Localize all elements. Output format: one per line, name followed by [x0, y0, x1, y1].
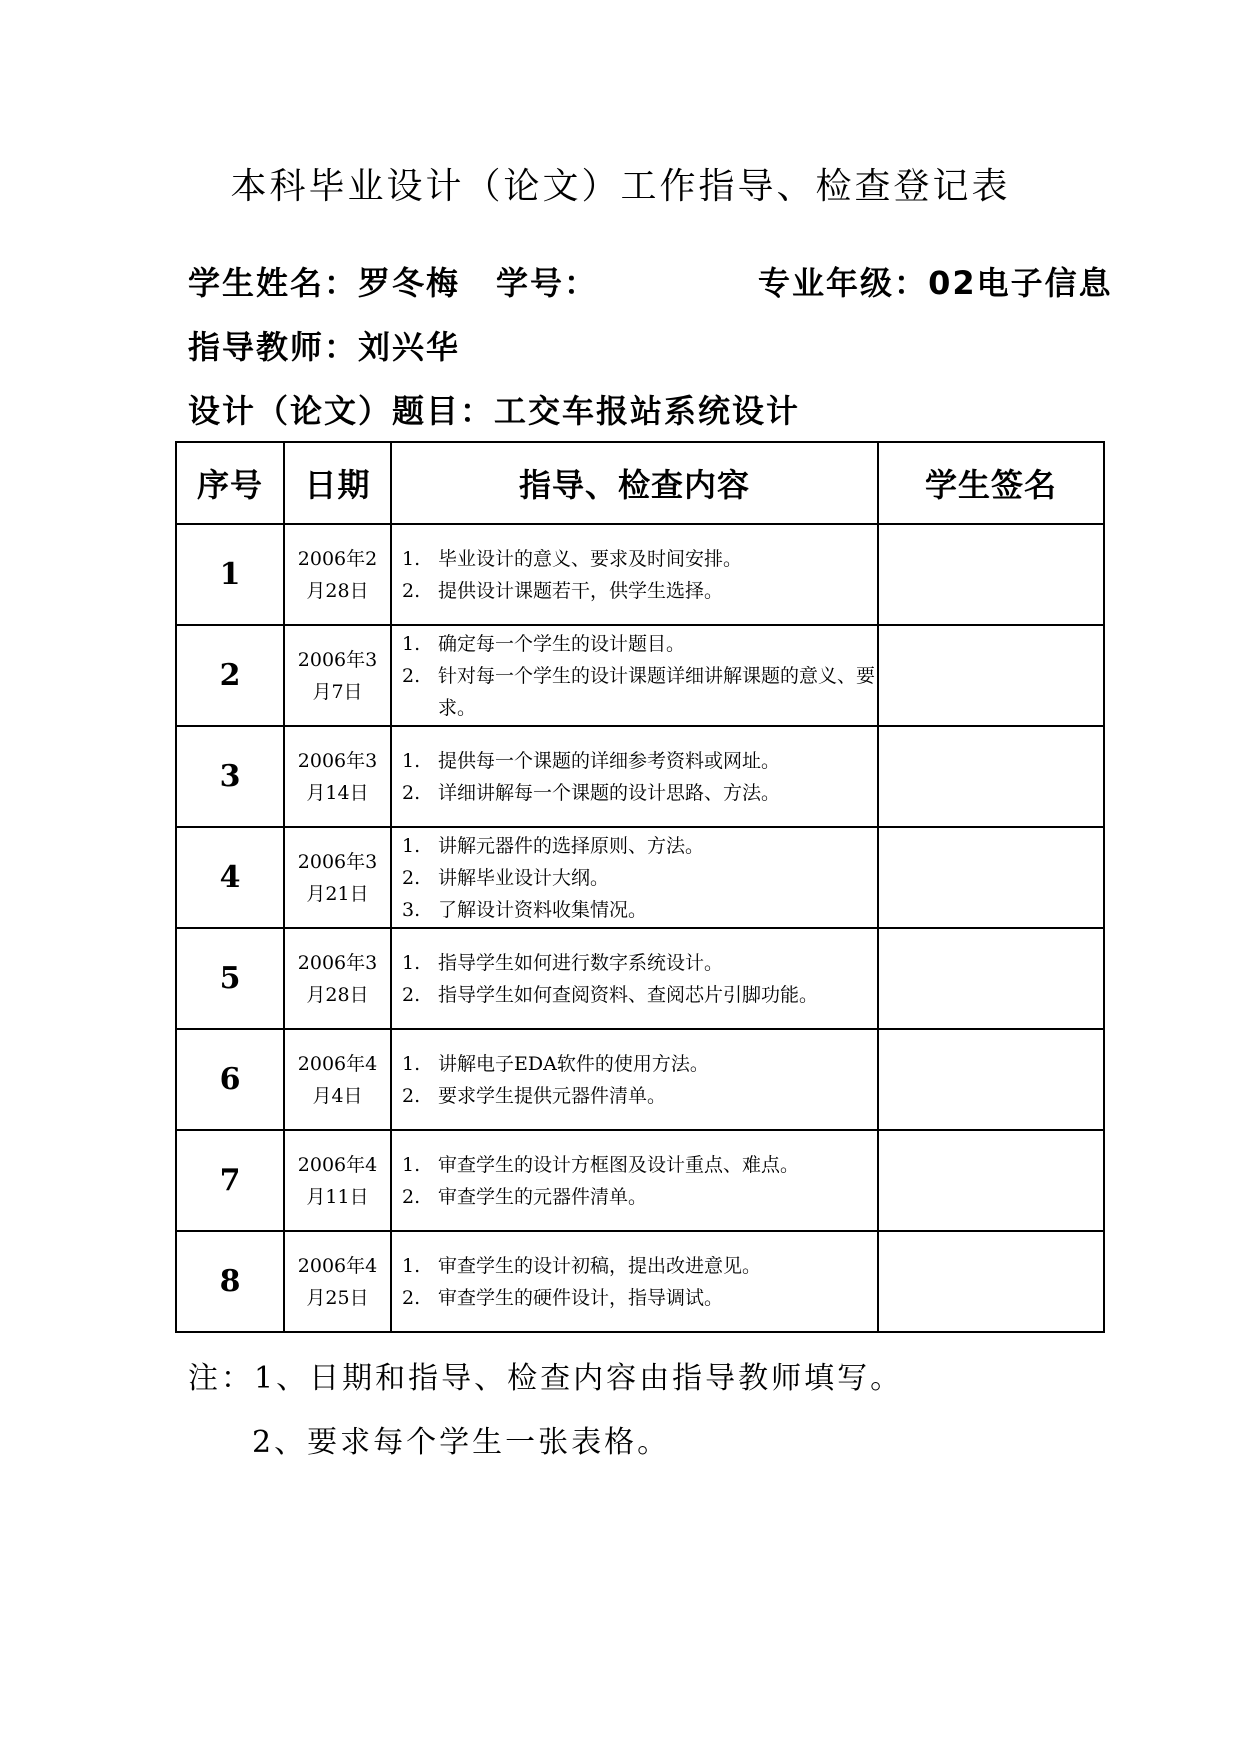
page-title: 本科毕业设计（论文）工作指导、检查登记表: [230, 166, 1011, 207]
list-item-number: 2.: [402, 983, 421, 1006]
list-item: [402, 947, 877, 979]
header-content: 指导、检查内容: [391, 442, 878, 524]
advisor-name: 刘兴华: [358, 328, 461, 366]
table-row: [176, 524, 1104, 625]
content-list: [402, 1048, 877, 1112]
row-number: 7: [176, 1130, 284, 1231]
list-item-number: 2.: [402, 1084, 421, 1107]
row-content: [391, 625, 878, 726]
list-item-text: 指导学生如何进行数字系统设计。: [438, 951, 724, 974]
list-item-number: 2.: [402, 1286, 421, 1309]
row-number: 8: [176, 1231, 284, 1332]
list-item-text: 讲解毕业设计大纲。: [438, 866, 610, 889]
row-date-line-1: 2006年3: [297, 951, 378, 974]
list-item: [402, 628, 877, 660]
note-text-1: 1、日期和指导、检查内容由指导教师填写。: [254, 1361, 904, 1396]
row-signature[interactable]: [878, 827, 1104, 928]
content-list: [402, 543, 877, 607]
list-item: [402, 979, 877, 1011]
header-signature: 学生签名: [878, 442, 1104, 524]
row-date-line-1: 2006年4: [297, 1254, 378, 1277]
note-line-1: [188, 1353, 903, 1397]
row-content: [391, 726, 878, 827]
table-row: [176, 625, 1104, 726]
list-item: [402, 1282, 877, 1314]
list-item: [402, 894, 877, 926]
list-item-number: 1.: [402, 834, 421, 857]
row-content: [391, 524, 878, 625]
row-signature[interactable]: [878, 524, 1104, 625]
table-row: [176, 827, 1104, 928]
row-date-line-2: 月28日: [306, 983, 369, 1006]
list-item-number: 2.: [402, 866, 421, 889]
table-row: [176, 928, 1104, 1029]
list-item: [402, 745, 877, 777]
list-item-number: 1.: [402, 1052, 421, 1075]
list-item: [402, 543, 877, 575]
list-item-number: 2.: [402, 781, 421, 804]
row-number: 5: [176, 928, 284, 1029]
table-row: [176, 726, 1104, 827]
content-list: [402, 745, 877, 809]
row-number: 2: [176, 625, 284, 726]
row-signature[interactable]: [878, 1231, 1104, 1332]
row-date: [284, 524, 391, 625]
row-number: 3: [176, 726, 284, 827]
guidance-table: [175, 441, 1105, 1333]
list-item: [402, 1250, 877, 1282]
topic-label: 设计（论文）题目：: [188, 392, 495, 430]
student-info-line: [188, 258, 1113, 304]
row-signature[interactable]: [878, 928, 1104, 1029]
major-label: 专业年级：: [758, 264, 929, 302]
table-row: [176, 1029, 1104, 1130]
row-signature[interactable]: [878, 625, 1104, 726]
row-date-line-1: 2006年3: [297, 648, 378, 671]
list-item-text: 审查学生的硬件设计，指导调试。: [438, 1286, 724, 1309]
row-date: [284, 726, 391, 827]
list-item-text: 提供设计课题若干，供学生选择。: [438, 579, 724, 602]
row-date: [284, 625, 391, 726]
list-item-text: 提供每一个课题的详细参考资料或网址。: [438, 749, 781, 772]
row-date-line-2: 月21日: [306, 882, 369, 905]
row-content: [391, 1029, 878, 1130]
list-item-text: 审查学生的设计方框图及设计重点、难点。: [438, 1153, 800, 1176]
list-item: [402, 1080, 877, 1112]
row-date-line-2: 月4日: [312, 1084, 363, 1107]
row-date-line-1: 2006年3: [297, 850, 378, 873]
list-item-number: 2.: [402, 664, 421, 687]
list-item: [402, 1181, 877, 1213]
list-item-text: 讲解电子EDA软件的使用方法。: [438, 1052, 709, 1075]
list-item: [402, 830, 877, 862]
table-row: [176, 1231, 1104, 1332]
list-item-text: 审查学生的设计初稿，提出改进意见。: [438, 1254, 762, 1277]
student-name-label: 学生姓名：: [188, 264, 359, 302]
list-item-number: 3.: [402, 898, 421, 921]
row-number: 4: [176, 827, 284, 928]
header-date: 日期: [284, 442, 391, 524]
row-date: [284, 1130, 391, 1231]
list-item: [402, 862, 877, 894]
list-item-text: 审查学生的元器件清单。: [438, 1185, 648, 1208]
list-item-text: 了解设计资料收集情况。: [438, 898, 648, 921]
major-value: 02电子信息: [928, 264, 1113, 302]
list-item-text: 讲解元器件的选择原则、方法。: [438, 834, 705, 857]
row-date-line-2: 月28日: [306, 579, 369, 602]
list-item-text: 指导学生如何查阅资料、查阅芯片引脚功能。: [438, 983, 819, 1006]
row-content: [391, 827, 878, 928]
list-item-number: 1.: [402, 951, 421, 974]
topic-value: 工交车报站系统设计: [494, 392, 801, 430]
list-item: [402, 575, 877, 607]
row-signature[interactable]: [878, 1029, 1104, 1130]
content-list: [402, 628, 877, 724]
list-item: [402, 777, 877, 809]
content-list: [402, 947, 877, 1011]
list-item: [402, 1149, 877, 1181]
content-list: [402, 1149, 877, 1213]
row-date-line-2: 月14日: [306, 781, 369, 804]
list-item-text: 要求学生提供元器件清单。: [438, 1084, 667, 1107]
list-item-number: 1.: [402, 547, 421, 570]
student-id-label: 学号：: [496, 264, 599, 302]
student-name-value: 罗冬梅: [358, 264, 461, 302]
row-date: [284, 928, 391, 1029]
table-row: [176, 1130, 1104, 1231]
list-item-text: 针对每一个学生的设计课题详细讲解课题的意义、要求。: [438, 664, 876, 719]
row-content: [391, 1130, 878, 1231]
note-prefix: 注：: [188, 1361, 254, 1396]
content-list: [402, 1250, 877, 1314]
list-item: [402, 660, 877, 724]
note-text-2: 2、要求每个学生一张表格。: [252, 1425, 671, 1460]
table-header-row: [176, 442, 1104, 524]
row-date-line-2: 月25日: [306, 1286, 369, 1309]
list-item-number: 2.: [402, 1185, 421, 1208]
row-date: [284, 827, 391, 928]
header-number: 序号: [176, 442, 284, 524]
table-body: [176, 524, 1104, 1332]
row-date-line-1: 2006年3: [297, 749, 378, 772]
list-item-number: 2.: [402, 579, 421, 602]
row-date-line-2: 月7日: [312, 680, 363, 703]
note-line-2: [252, 1417, 670, 1461]
advisor-line: [188, 322, 460, 368]
row-number: 6: [176, 1029, 284, 1130]
row-date-line-1: 2006年4: [297, 1052, 378, 1075]
list-item-text: 详细讲解每一个课题的设计思路、方法。: [438, 781, 781, 804]
list-item-number: 1.: [402, 1254, 421, 1277]
topic-line: [188, 386, 800, 432]
row-date-line-1: 2006年4: [297, 1153, 378, 1176]
row-number: 1: [176, 524, 284, 625]
row-date: [284, 1029, 391, 1130]
row-signature[interactable]: [878, 1130, 1104, 1231]
list-item-number: 1.: [402, 632, 421, 655]
list-item-text: 确定每一个学生的设计题目。: [438, 632, 686, 655]
row-content: [391, 928, 878, 1029]
list-item-text: 毕业设计的意义、要求及时间安排。: [438, 547, 743, 570]
row-date-line-1: 2006年2: [297, 547, 378, 570]
advisor-label: 指导教师：: [188, 328, 359, 366]
row-date-line-2: 月11日: [306, 1185, 369, 1208]
list-item-number: 1.: [402, 749, 421, 772]
row-content: [391, 1231, 878, 1332]
content-list: [402, 830, 877, 926]
list-item: [402, 1048, 877, 1080]
row-date: [284, 1231, 391, 1332]
row-signature[interactable]: [878, 726, 1104, 827]
list-item-number: 1.: [402, 1153, 421, 1176]
